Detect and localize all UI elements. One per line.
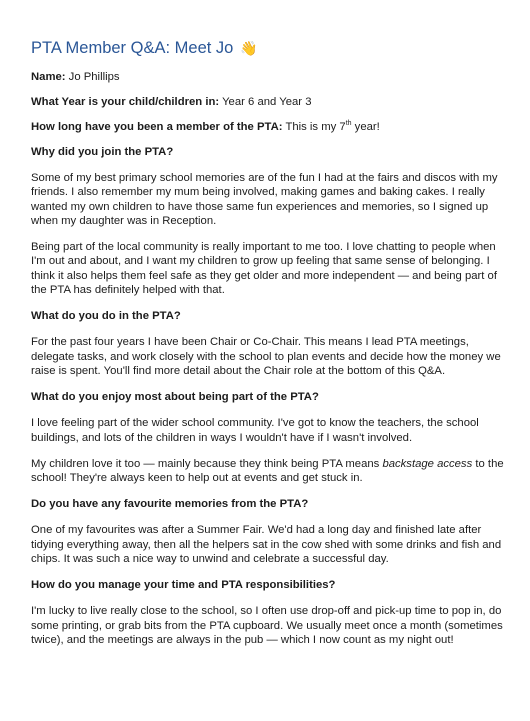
question-heading: What do you enjoy most about being part of the PTA? <box>31 391 319 404</box>
page-title <box>31 38 508 58</box>
answer-paragraph: I love feeling part of the wider school community. I've got to know the teachers, the school buildings, and lots of the children in ways I wouldn't have if I wasn't involved. <box>31 417 479 444</box>
year-field <box>31 95 508 109</box>
year-label: What Year is your child/children in: <box>31 96 220 108</box>
membership-value-ordinal: th <box>345 120 352 128</box>
question-heading: How do you manage your time and PTA responsibilities? <box>31 579 336 592</box>
membership-value-end: year! <box>351 121 380 133</box>
page-title-text: PTA Member Q&A: Meet Jo <box>31 39 234 57</box>
answer-paragraph: One of my favourites was after a Summer Fair. We'd had a long day and finished late after tidying everything away, then all the helpers sat in the cow shed with some drinks and fish and chips. It was such a nice way to unwind and celebrate a successful day. <box>31 524 502 566</box>
question-heading: Do you have any favourite memories from the PTA? <box>31 498 309 511</box>
membership-label: How long have you been a member of the PTA: <box>31 121 283 133</box>
question-heading: What do you do in the PTA? <box>31 310 181 323</box>
name-label: Name: <box>31 71 66 83</box>
membership-value-main: This is my 7 <box>285 121 346 133</box>
waving-hand-icon: 👋 <box>239 40 258 56</box>
answer-paragraph: I'm lucky to live really close to the school, so I often use drop-off and pick-up time to pop in, do some printing, or grab bits from the PTA cupboard. We usually meet once a month (sometimes twice), and the meetings are always in the pub — which I now count as my night out! <box>31 605 503 646</box>
name-value: Jo Phillips <box>68 71 120 83</box>
answer-emphasis: backstage access <box>382 457 473 470</box>
answer-text: to the school! They're always keen to help out at events and get stuck in. <box>31 457 504 485</box>
name-field <box>31 70 508 84</box>
membership-field <box>31 120 508 134</box>
year-value: Year 6 and Year 3 <box>222 96 312 108</box>
answer-text: My children love it too — mainly because they think being PTA means <box>31 457 383 470</box>
answer-paragraph <box>31 457 508 486</box>
answer-paragraph: Being part of the local community is really important to me too. I love chatting to people when I'm out and about, and I want my children to grow up feeling that same sense of belonging. I think it also helps them feel safe as they get older and more independent — and being part of the PTA has definitely helped with that. <box>31 241 497 297</box>
membership-value <box>285 121 379 133</box>
question-heading: Why did you join the PTA? <box>31 146 174 158</box>
answer-paragraph: For the past four years I have been Chair or Co-Chair. This means I lead PTA meetings, delegate tasks, and work closely with the school to plan events and decide how the money we raise is spent. You'll find more detail about the Chair role at the bottom of this Q&A. <box>31 336 501 377</box>
answer-paragraph: Some of my best primary school memories are of the fun I had at the fairs and discos with my friends. I also remember my mum being involved, making games and baking cakes. I really wanted my own children to have those same fun experiences and memories, so I signed up when my daughter was in Reception. <box>31 172 498 227</box>
